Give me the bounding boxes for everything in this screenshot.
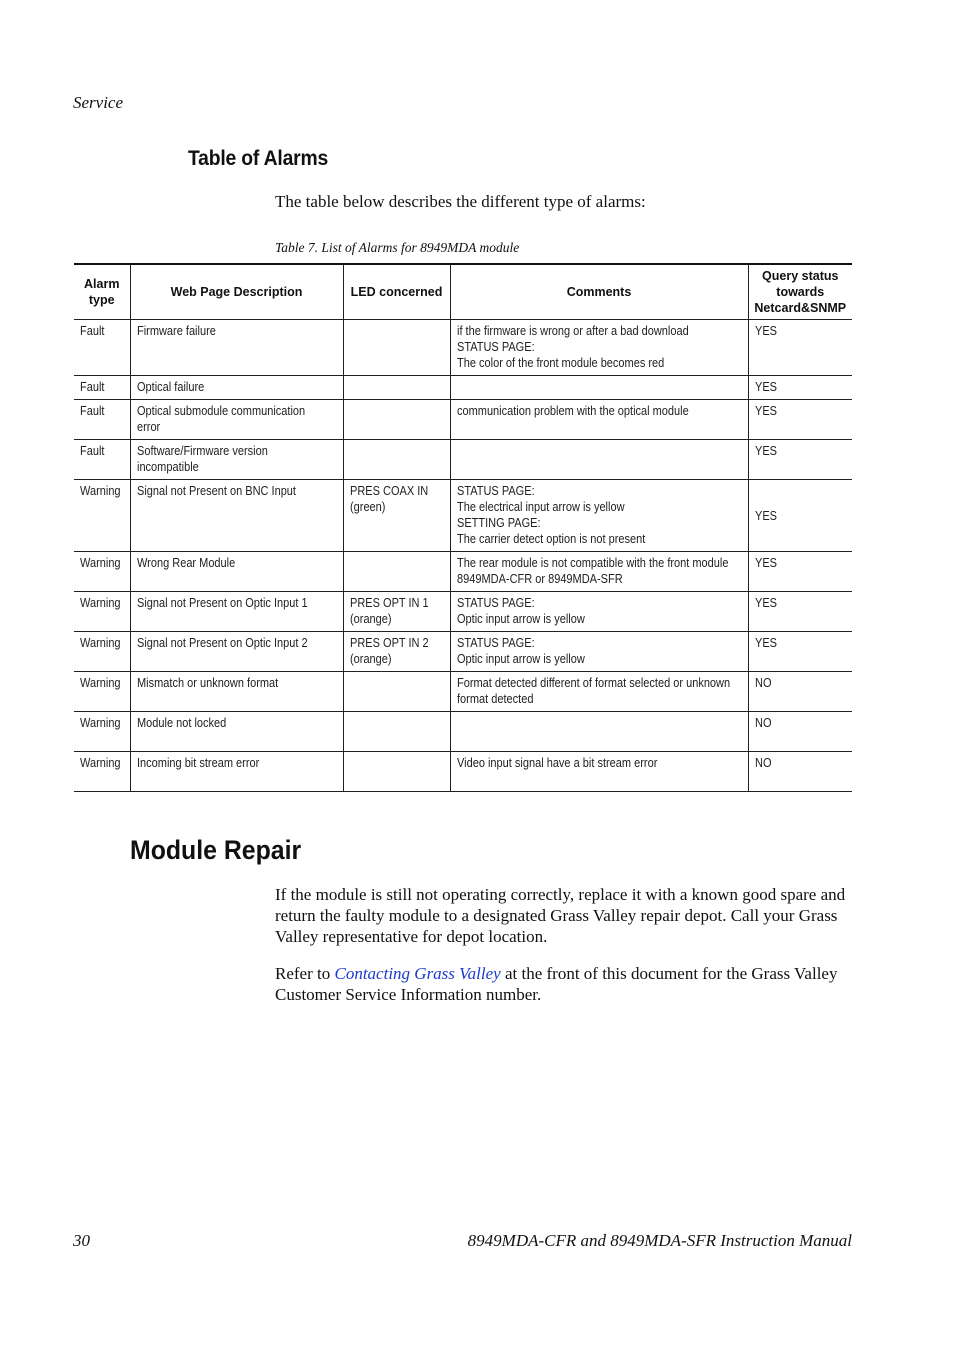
table-row <box>74 632 852 672</box>
table-row <box>74 672 852 712</box>
cell-led-line: PRES OPT IN 1 <box>349 596 429 610</box>
cell-led-line: (green) <box>349 500 385 514</box>
cell-query-status <box>748 480 852 552</box>
cell-comments <box>450 592 748 632</box>
cell-description-line: Optical submodule communication <box>136 404 305 418</box>
cell-query-status <box>748 552 852 592</box>
cell-description <box>130 376 343 400</box>
alarm-type-text: Warning <box>80 756 121 770</box>
alarm-type-text: Fault <box>80 444 105 458</box>
cell-description-line: Optical failure <box>136 380 204 394</box>
repair-paragraph: If the module is still not operating correctly, replace it with a known good spare and return the faulty module to a designated Grass Valley repair depot. Call your Grass Valley representative for depot location. <box>275 885 846 946</box>
col-header-comments: Comments <box>450 264 748 320</box>
table-row <box>74 592 852 632</box>
table-row <box>74 480 852 552</box>
cell-description-line: Firmware failure <box>136 324 216 338</box>
alarm-type-text: Warning <box>80 556 121 570</box>
cell-description <box>130 320 343 376</box>
cell-description <box>130 552 343 592</box>
cell-description-line: Signal not Present on Optic Input 1 <box>136 596 308 610</box>
alarm-type-text: Fault <box>80 380 105 394</box>
table-row <box>74 440 852 480</box>
cell-description <box>130 440 343 480</box>
query-status-text: YES <box>754 508 777 523</box>
cell-comments <box>450 632 748 672</box>
cell-led <box>343 480 450 552</box>
cell-led <box>343 320 450 376</box>
alarm-type-text: Warning <box>80 676 121 690</box>
cell-description-line: Software/Firmware version <box>136 444 268 458</box>
cell-led <box>343 672 450 712</box>
query-status-text: NO <box>754 756 771 770</box>
cell-description <box>130 592 343 632</box>
cell-comments-line: Video input signal have a bit stream error <box>456 756 657 770</box>
alarm-type-text: Warning <box>80 596 121 610</box>
cell-comments-line: SETTING PAGE: <box>456 516 541 530</box>
table-row <box>74 376 852 400</box>
query-status-text: YES <box>754 380 777 394</box>
cell-comments <box>450 440 748 480</box>
cell-description <box>130 752 343 792</box>
cell-query-status <box>748 632 852 672</box>
section-heading-table-of-alarms: Table of Alarms <box>188 147 329 170</box>
page-number: 30 <box>73 1231 90 1250</box>
cell-alarm-type <box>74 440 130 480</box>
cell-query-status <box>748 592 852 632</box>
cell-comments <box>450 400 748 440</box>
alarm-type-text: Warning <box>80 484 121 498</box>
table-row <box>74 752 852 792</box>
alarms-table <box>74 263 852 792</box>
cell-comments-line: communication problem with the optical module <box>456 404 689 418</box>
alarm-type-text: Warning <box>80 636 121 650</box>
cell-led-line: (orange) <box>349 652 392 666</box>
cell-description <box>130 480 343 552</box>
running-header: Service <box>73 93 124 112</box>
query-status-text: YES <box>754 404 777 418</box>
cell-description <box>130 712 343 752</box>
alarm-type-text: Warning <box>80 716 121 730</box>
col-header-led-concerned: LED concerned <box>343 264 450 320</box>
alarm-type-text: Fault <box>80 324 105 338</box>
cell-comments-line: 8949MDA-CFR or 8949MDA-SFR <box>456 572 623 586</box>
cell-comments <box>450 376 748 400</box>
cell-comments-line: STATUS PAGE: <box>456 636 535 650</box>
cell-description-line: Wrong Rear Module <box>136 556 235 570</box>
cell-led <box>343 632 450 672</box>
alarm-type-text: Fault <box>80 404 105 418</box>
cell-alarm-type <box>74 480 130 552</box>
query-status-text: YES <box>754 556 777 570</box>
cell-comments-line: The rear module is not compatible with the front module <box>456 556 728 570</box>
cell-query-status <box>748 672 852 712</box>
cell-comments-line: The carrier detect option is not present <box>456 532 645 546</box>
col-header-web-page-description: Web Page Description <box>130 264 343 320</box>
cell-comments-line: if the firmware is wrong or after a bad download <box>456 324 689 338</box>
col-header-query-status: Query status towards Netcard&SNMP <box>748 264 852 320</box>
document-title: 8949MDA-CFR and 8949MDA-SFR Instruction Manual <box>467 1231 852 1250</box>
refer-text-after: at the front of this document for the Grass Valley Customer Service Information number. <box>275 964 838 1004</box>
cell-description-line: incompatible <box>136 460 199 474</box>
cell-alarm-type <box>74 320 130 376</box>
cell-led-line: (orange) <box>349 612 392 626</box>
table-row <box>74 400 852 440</box>
query-status-text: YES <box>754 444 777 458</box>
query-status-text: YES <box>754 636 777 650</box>
cell-query-status <box>748 376 852 400</box>
cell-comments-line: format detected <box>456 692 533 706</box>
cell-led-line: PRES OPT IN 2 <box>349 636 429 650</box>
cell-description <box>130 672 343 712</box>
cell-comments-line: Optic input arrow is yellow <box>456 612 585 626</box>
cell-description <box>130 400 343 440</box>
cell-alarm-type <box>74 376 130 400</box>
section-heading-module-repair: Module Repair <box>130 835 302 865</box>
cell-alarm-type <box>74 712 130 752</box>
cell-led <box>343 712 450 752</box>
cell-description-line: Signal not Present on Optic Input 2 <box>136 636 308 650</box>
cell-comments <box>450 480 748 552</box>
cell-comments-line: STATUS PAGE: <box>456 596 535 610</box>
cell-query-status <box>748 752 852 792</box>
cell-led <box>343 592 450 632</box>
table-row <box>74 712 852 752</box>
cell-alarm-type <box>74 400 130 440</box>
table-caption: Table 7. List of Alarms for 8949MDA module <box>275 240 520 255</box>
cell-query-status <box>748 400 852 440</box>
cell-description <box>130 632 343 672</box>
cell-comments-line: Optic input arrow is yellow <box>456 652 585 666</box>
table-row <box>74 552 852 592</box>
cell-alarm-type <box>74 632 130 672</box>
cell-led <box>343 552 450 592</box>
query-status-text: YES <box>754 596 777 610</box>
cell-comments <box>450 320 748 376</box>
cell-description-line: Mismatch or unknown format <box>136 676 278 690</box>
cell-alarm-type <box>74 752 130 792</box>
cell-led <box>343 400 450 440</box>
cell-alarm-type <box>74 672 130 712</box>
refer-text-before: Refer to <box>275 964 335 983</box>
contacting-grass-valley-link[interactable]: Contacting Grass Valley <box>334 964 501 983</box>
cell-alarm-type <box>74 592 130 632</box>
intro-text: The table below describes the different type of alarms: <box>275 192 646 211</box>
col-header-alarm-type: Alarm type <box>74 264 130 320</box>
refer-paragraph <box>275 963 855 1005</box>
cell-led-line: PRES COAX IN <box>349 484 428 498</box>
cell-comments-line: STATUS PAGE: <box>456 484 535 498</box>
cell-comments <box>450 712 748 752</box>
query-status-text: NO <box>754 676 771 690</box>
cell-description-line: error <box>136 420 160 434</box>
cell-comments-line: Format detected different of format selected or unknown <box>456 676 730 690</box>
cell-comments-line: STATUS PAGE: <box>456 340 535 354</box>
cell-query-status <box>748 320 852 376</box>
cell-led <box>343 440 450 480</box>
table-row <box>74 320 852 376</box>
cell-led <box>343 752 450 792</box>
cell-comments-line: The color of the front module becomes red <box>456 356 664 370</box>
cell-led <box>343 376 450 400</box>
cell-description-line: Signal not Present on BNC Input <box>136 484 296 498</box>
cell-comments <box>450 752 748 792</box>
cell-alarm-type <box>74 552 130 592</box>
query-status-text: NO <box>754 716 771 730</box>
cell-description-line: Module not locked <box>136 716 226 730</box>
cell-comments-line: The electrical input arrow is yellow <box>456 500 625 514</box>
cell-comments <box>450 672 748 712</box>
cell-query-status <box>748 440 852 480</box>
cell-description-line: Incoming bit stream error <box>136 756 259 770</box>
cell-query-status <box>748 712 852 752</box>
query-status-text: YES <box>754 324 777 338</box>
table-header-row <box>74 264 852 320</box>
cell-comments <box>450 552 748 592</box>
